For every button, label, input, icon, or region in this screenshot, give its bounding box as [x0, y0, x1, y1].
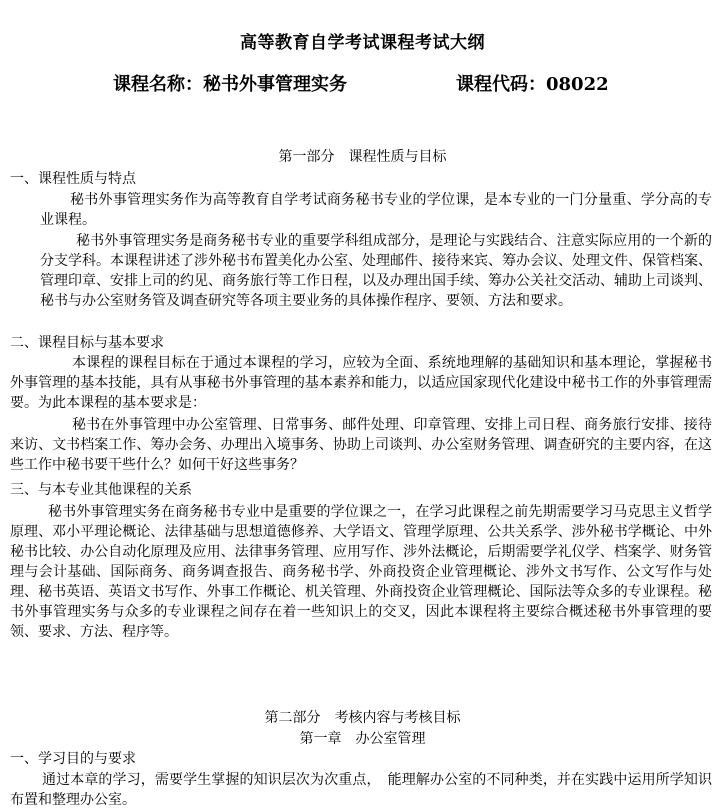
paragraph-nature-1: 秘书外事管理实务作为高等教育自学考试商务秘书专业的学位课，是本专业的一门分量重、学分高的专业课程。 [40, 192, 712, 228]
paragraph-relations-1: 秘书外事管理实务在商务秘书专业中是重要的学位课之一，在学习此课程之前先期需要学习马克思主义哲学原理、邓小平理论概论、法律基础与思想道德修养、大学语文、管理学原理、公共关系学、涉外秘书学概论、中外秘书比较、办公自动化原理及应用、法律事务管理、应用写作、涉外法概论，后期需要学礼仪学、档案学、财务管理与会计基础、国际商务、商务调查报告、商务秘书学、外商投资企业管理概论、涉外文书写作、公文写作与处理、秘书英语、英语文书写作、外事工作概论、机关管理、外商投资企业管理概论、国际法等众多的专业课程。秘书外事管理实务与众多的专业课程之间存在着一些知识上的交叉，因此本课程将主要综合概述秘书外事管理的要领、要求、方法、程序等。 [10, 504, 712, 640]
part2-heading: 第二部分 考核内容与考核目标 [264, 710, 461, 726]
course-info-line [0, 72, 725, 98]
course-name: 课程名称：秘书外事管理实务 [113, 74, 347, 95]
section-heading-learning-goals: 一、学习目的与要求 [10, 751, 136, 767]
paragraph-nature-2: 秘书外事管理实务是商务秘书专业的重要学科组成部分，是理论与实践结合、注意实际应用的一个新的分支学科。本课程讲述了涉外秘书布置美化办公室、处理邮件、接待来宾、筹办会议、处理文件、保管档案、管理印章、安排上司的约见、商务旅行等工作日程，以及办理出国手续、筹办公关社交活动、辅助上司谈判、秘书与办公室财务管及调查研究等各项主要业务的具体操作程序、要领、方法和要求。 [40, 233, 712, 309]
paragraph-goals-1: 本课程的课程目标在于通过本课程的学习，应较为全面、系统地理解的基础知识和基本理论，掌握秘书外事管理的基本技能，具有从事秘书外事管理的基本素养和能力，以适应国家现代化建设中秘书工作的外事管理需要。为此本课程的基本要求是： [10, 355, 712, 411]
chapter1-heading: 第一章 办公室管理 [299, 731, 426, 747]
part1-heading: 第一部分 课程性质与目标 [278, 149, 447, 165]
paragraph-learning-goals-1: 通过本章的学习，需要学生掌握的知识层次为次重点， 能理解办公室的不同种类，并在实践中运用所学知识布置和整理办公室。 [10, 772, 712, 808]
course-code: 课程代码：08022 [456, 74, 609, 95]
section-heading-relations: 三、与本专业其他课程的关系 [10, 482, 192, 498]
section-heading-goals: 二、课程目标与基本要求 [10, 335, 164, 351]
document-title: 高等教育自学考试课程考试大纲 [240, 33, 485, 53]
paragraph-goals-2: 秘书在外事管理中办公室管理、日常事务、邮件处理、印章管理、安排上司日程、商务旅行安排、接待来访、文书档案工作、筹办会务、办理出入境事务、协助上司谈判、办公室财务管理、调查研究的主要内容，在这些工作中秘书要干些什么？如何干好这些事务？ [10, 417, 712, 473]
section-heading-nature: 一、课程性质与特点 [10, 171, 136, 187]
